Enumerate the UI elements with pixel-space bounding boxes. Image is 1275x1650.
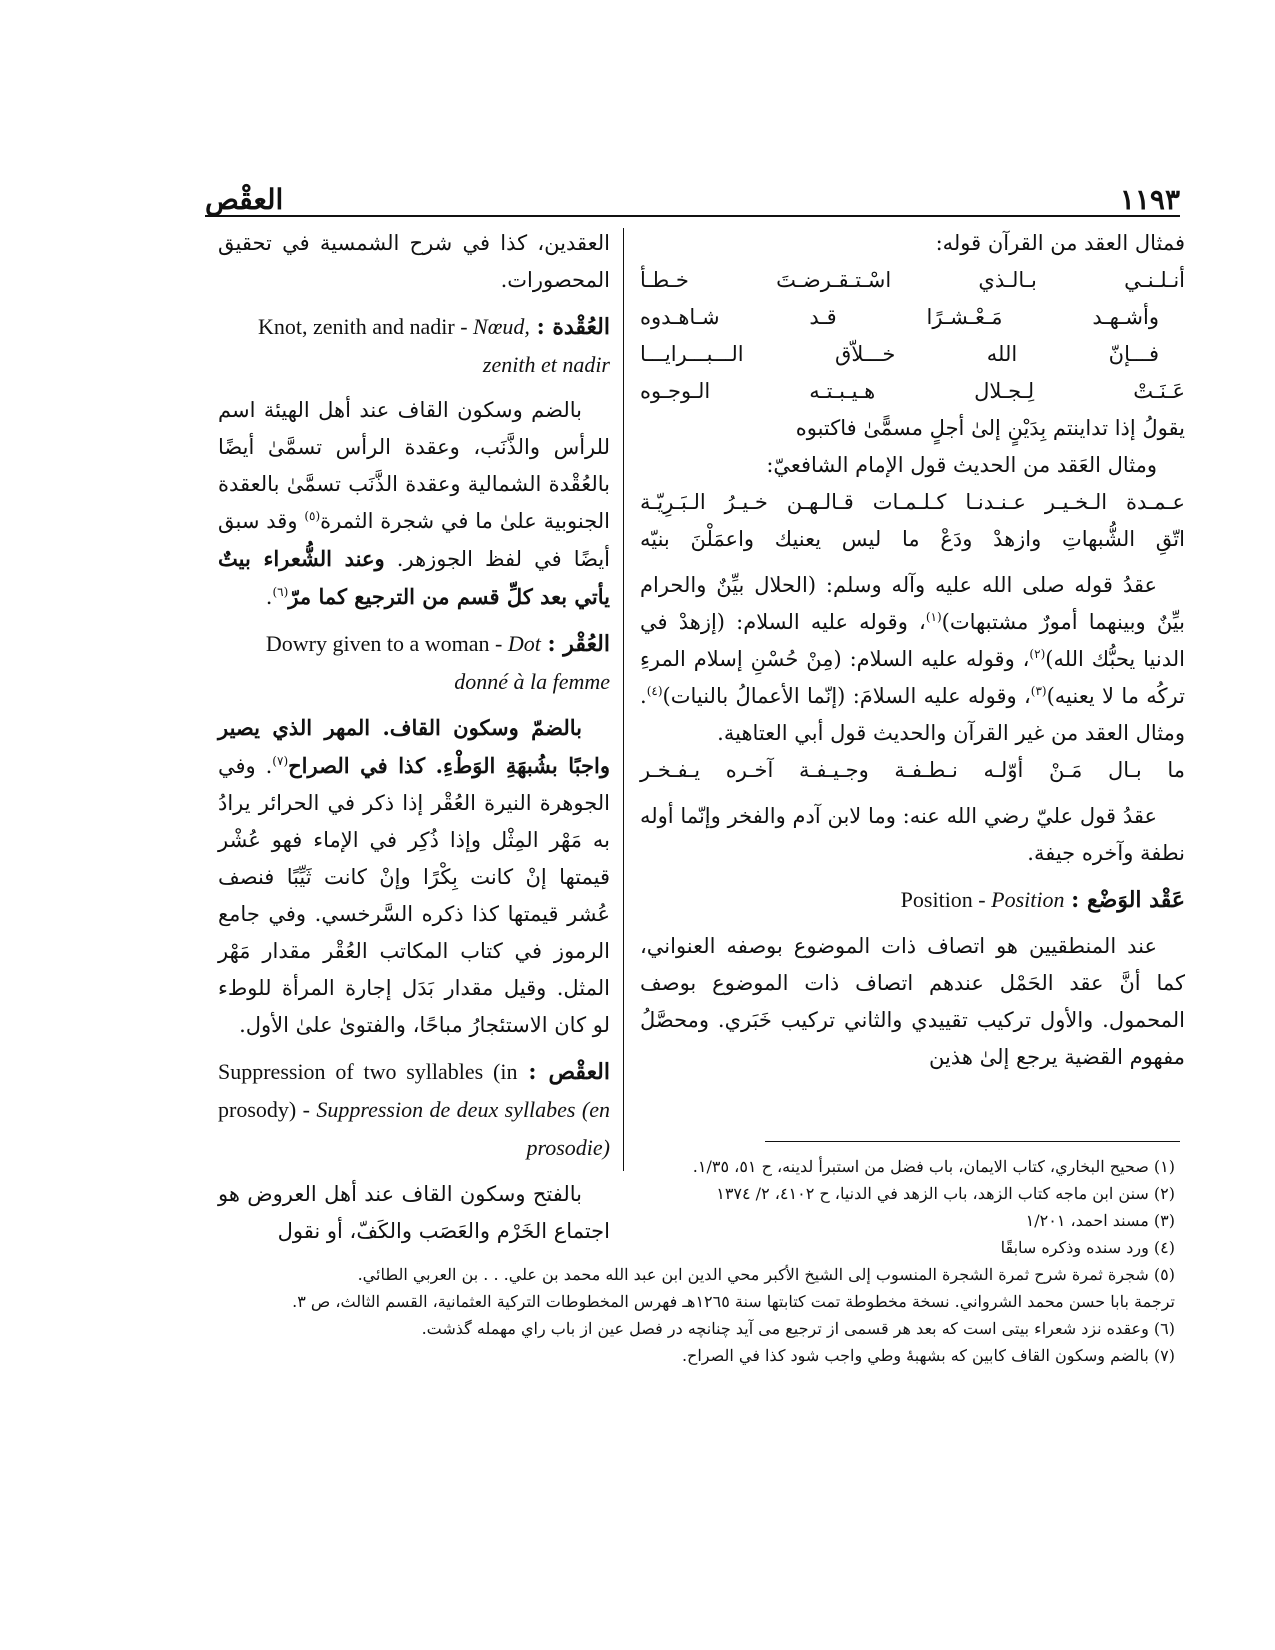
footnote-ref: (٥) xyxy=(304,509,321,523)
footnote-ref: (٣) xyxy=(1030,684,1047,698)
term-english: Knot, zenith and nadir - Nœud, xyxy=(257,314,530,339)
verse-line: فـــإنّ الله خـــلاّق الـــبـــرايـــا xyxy=(640,342,1159,366)
paragraph xyxy=(640,567,1185,752)
footnote: (٢) سنن ابن ماجه كتاب الزهد، باب الزهد في الدنيا، ح ٤١٠٢، ٢/ ١٣٧٤ xyxy=(716,1184,1175,1203)
entry-term xyxy=(218,625,610,663)
paragraph: عند المنطقيين هو اتصاف ذات الموضوع بوصفه العنواني، كما أنَّ عقد الحَمْل عندهم اتصاف ذات الموضوع بوصف المحمول. والأول تركيب تقييدي والثاني تركيب خَبَري. ومحصَّلُ مفهوم القضية يرجع إلىٰ هذين xyxy=(640,934,1185,1069)
header-rule xyxy=(205,215,1180,217)
term-english: Suppression of two syllables (in prosody) - Suppression de deux syllabes (en prosodie) xyxy=(218,1059,610,1160)
footnote-ref: (٦) xyxy=(272,585,289,599)
footnote-continuation: ترجمة بابا حسن محمد الشرواني. نسخة مخطوطة تمت كتابتها سنة ١٢٦٥هـ فهرس المخطوطات التركية العثمانية، القسم الثالث، ص ٣. xyxy=(292,1292,1175,1311)
term-english-continued: zenith et nadir xyxy=(482,352,610,377)
term-arabic: عَقْد الوَضْع : xyxy=(1071,887,1185,913)
column-divider xyxy=(623,228,624,1171)
entry-term xyxy=(640,881,1185,919)
text-run: ، وقوله عليه السلام: (إزهدْ في الدنيا يحبُّك الله) xyxy=(640,610,1185,671)
term-english: Dowry given to a woman - Dot xyxy=(265,631,541,656)
footnote: (١) صحيح البخاري، كتاب الايمان، باب فضل من استبرأ لدينه، ح ٥١، ١/٣٥. xyxy=(692,1157,1175,1176)
verse-line: عَـنَـتْ لِـجـلال هـيـبـتـه الـوجـوه xyxy=(640,379,1185,403)
paragraph: ومثال العَقد من الحديث قول الإمام الشافعيّ: xyxy=(766,453,1157,477)
footnote: (٤) ورد سنده وذكره سابقًا xyxy=(1000,1238,1175,1257)
footnote-rule xyxy=(765,1141,1180,1142)
verse-line: ما بـال مَـنْ أوّلـه نـطـفـة وجـيـفـة آخـره يـفـخـر xyxy=(640,758,1185,782)
verse-line: عـمـدة الـخـيـر عـنـدنـا كـلـمـات قـالـهـن خـيـرُ الـبَـرِيّـة xyxy=(640,490,1185,514)
term-arabic: العقْص : xyxy=(528,1059,610,1085)
paragraph: فمثال العقد من القرآن قوله: xyxy=(935,231,1185,255)
text-run: . ومثال العقد من غير القرآن والحديث قول أبي العتاهية. xyxy=(640,684,1185,745)
entry-term xyxy=(218,308,610,346)
term-arabic: العُقْدة : xyxy=(536,314,610,340)
text-run: ، وقوله عليه السلام: (مِنْ حُسْنِ إسلام المرءِ تركُه ما لا يعنيه) xyxy=(640,647,1185,708)
term-english-continued: donné à la femme xyxy=(454,669,610,694)
term-arabic: العُقْر : xyxy=(547,631,610,657)
paragraph: العقدين، كذا في شرح الشمسية في تحقيق المحصورات. xyxy=(218,231,610,292)
paragraph: بالضمّ وسكون القاف. المهر الذي يصير واجبًا بشُبهَةِ الوَطْءِ. كذا في الصراح$^{(٧)}$. وفي الجوهرة النيرة العُقْر إذا ذكر في الحرائر يرادُ به مَهْر المِثْل وإذا ذُكِر في الإماء فهو عُشْر قيمتها إنْ كانت بِكْرًا وإنْ كانت ثَيِّبًا فنصف عُشر قيمتها كذا ذكره السَّرخسي. وفي جامع الرموز في كتاب المكاتب العُقْر مقدار مَهْر المثل. وقيل مقدار بَدَل إجارة المرأة للوطء لو كان الاستئجارُ مباحًا، والفتوىٰ علىٰ الأول. xyxy=(218,715,610,1037)
footnote: (٣) مسند احمد، ١/٢٠١ xyxy=(1025,1211,1175,1230)
footnote-ref: (١) xyxy=(925,610,942,624)
footnote-ref: (٤) xyxy=(646,684,663,698)
term-english: Position - Position xyxy=(900,887,1065,912)
footnote: (٦) وعقده نزد شعراء بيتى است كه بعد هر قسمى از ترجيع مى آيد چنانچه در فصل عين از باب راي مهمله گذشت. xyxy=(421,1319,1175,1338)
footnote-ref: (٧) xyxy=(272,754,289,768)
text-run: عقدُ قوله صلى الله عليه وآله وسلم: (الحلال بيِّنٌ والحرام بيِّنٌ وبينهما أمورٌ مشتبهات) xyxy=(640,573,1185,634)
paragraph: بالضم وسكون القاف عند أهل الهيئة اسم للرأس والذَّنَب، وعقدة الرأس تسمَّىٰ أيضًا بالعُقْدة الشمالية وعقدة الذَّنَب تسمَّىٰ بالعقدة الجنوبية علىٰ ما في شجرة الثمرة$^{(٥)}$ وقد سبق أيضًا في لفظ الجوزهر. وعند الشُّعراء بيتٌ يأتي بعد كلِّ قسم من الترجيع كما مرّ$^{(٦)}$. xyxy=(218,398,611,609)
verse-line: اتّقِ الشُّبهاتِ وازهدْ ودَعْ ما ليس يعنيك واعمَلْنَ بنيّه xyxy=(640,527,1185,551)
footnote-ref: (٢) xyxy=(1029,647,1046,661)
right-column xyxy=(640,225,1185,1076)
verse-line: أنـلـنـي بـالـذي اسْـتـقـرضـتَ خـطـأ xyxy=(640,268,1185,292)
entry-term xyxy=(218,1053,610,1167)
page-number: ١١٩٣ xyxy=(1119,183,1180,216)
left-column xyxy=(218,225,610,1250)
footnote: (٧) بالضم وسكون القاف كابين كه بشهبهٔ وطي واجب شود كذا في الصراح. xyxy=(681,1346,1175,1365)
paragraph: يقولُ إذا تداينتم بِدَيْنٍ إلىٰ أجلٍ مسمًّىٰ فاكتبوه xyxy=(795,416,1185,440)
running-header-word: العقْص xyxy=(205,183,284,216)
paragraph: بالفتح وسكون القاف عند أهل العروض هو اجتماع الخَرْم والعَصَب والكَفّ، أو نقول xyxy=(218,1182,610,1243)
footnotes xyxy=(230,1153,1175,1369)
footnote: (٥) شجرة ثمرة شرح ثمرة الشجرة المنسوب إلى الشيخ الأكبر محي الدين ابن عبد الله محمد بن علي. . . بن العربي الطائي. xyxy=(357,1265,1175,1284)
paragraph: عقدُ قول عليّ رضي الله عنه: وما لابن آدم والفخر وإنّما أوله نطفة وآخره جيفة. xyxy=(640,804,1185,865)
verse-line: وأشـهـد مَـعْـشـرًا قـد شـاهـدوه xyxy=(640,305,1159,329)
text-run: ، وقوله عليه السلامَ: (إنّما الأعمالُ بالنيات) xyxy=(662,684,1031,708)
